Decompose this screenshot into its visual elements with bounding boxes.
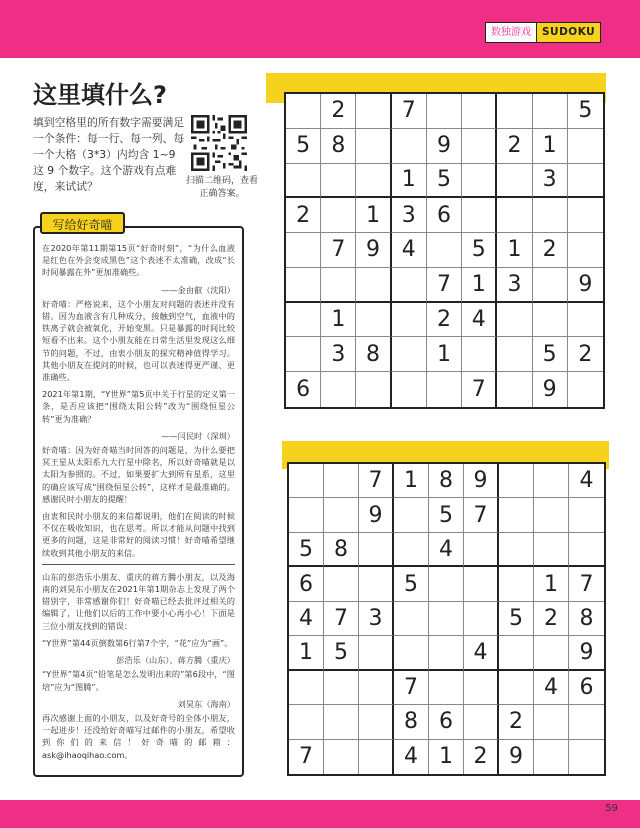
sudoku-cell[interactable] (499, 498, 534, 532)
sudoku-cell[interactable]: 7 (321, 233, 356, 268)
sudoku-cell[interactable] (533, 268, 568, 303)
footer-band (0, 800, 640, 828)
sudoku-cell[interactable] (356, 372, 391, 407)
sudoku-cell[interactable] (356, 94, 391, 129)
sudoku-cell[interactable]: 5 (289, 533, 324, 567)
sudoku-cell[interactable] (427, 372, 462, 407)
sudoku-cell[interactable]: 8 (569, 602, 604, 636)
sudoku-cell[interactable] (497, 372, 532, 407)
letter-box (33, 226, 244, 777)
sudoku-cell[interactable]: 7 (289, 740, 324, 774)
sudoku-cell[interactable]: 2 (534, 602, 569, 636)
sudoku-cell[interactable]: 4 (464, 636, 499, 670)
sudoku-cell[interactable] (497, 303, 532, 338)
sudoku-cell[interactable] (289, 705, 324, 739)
sudoku-cell[interactable] (286, 233, 321, 268)
sudoku-cell[interactable]: 6 (569, 671, 604, 705)
sudoku-cell[interactable] (429, 636, 464, 670)
letter-paragraph: 好奇喵：因为好奇喵当时回答的问题是，为什么要把冥王星从太阳系九大行星中除名，所以好奇喵就是以太阳为参照的。不过，如果要扩大到所有星系，这里的确应该写成“围绕恒星公转”，这样才是最准确的。感谢民时小朋友的提醒！ (42, 445, 235, 504)
sudoku-cell[interactable]: 6 (427, 198, 462, 233)
sudoku-cell[interactable] (499, 464, 534, 498)
sudoku-cell[interactable] (499, 636, 534, 670)
section-badge (485, 22, 601, 43)
letter-paragraph: 再次感谢上面的小朋友，以及好奇号的全体小朋友，一起进步！还没给好奇喵写过邮件的小朋友，希望收到你们的来信！好奇喵的邮箱：ask@ihaoqihao.com。 (42, 712, 235, 760)
sudoku-cell[interactable]: 4 (394, 740, 429, 774)
sudoku-cell[interactable]: 9 (533, 372, 568, 407)
sudoku-cell[interactable] (392, 268, 427, 303)
letter-paragraph: “Y世界”第4页“铅笔是怎么发明出来的”第6段中，“图培”应为“图腾”。 (42, 669, 235, 692)
qr-caption: 扫描二维码，查看正确答案。 (185, 176, 258, 199)
sudoku-cell[interactable] (534, 498, 569, 532)
sudoku-cell[interactable] (286, 268, 321, 303)
sudoku-cell[interactable]: 5 (462, 233, 497, 268)
sudoku-cell[interactable] (324, 740, 359, 774)
sudoku-cell[interactable] (359, 705, 394, 739)
sudoku-cell[interactable] (499, 671, 534, 705)
sudoku-cell[interactable]: 2 (568, 337, 603, 372)
header-strip (0, 54, 640, 58)
sudoku-cell[interactable]: 7 (464, 498, 499, 532)
sudoku-cell[interactable]: 5 (533, 337, 568, 372)
qr-code-icon (191, 115, 247, 171)
sudoku-cell[interactable] (324, 705, 359, 739)
sudoku-cell[interactable] (286, 164, 321, 199)
sudoku-cell[interactable] (533, 303, 568, 338)
sudoku-cell[interactable] (289, 671, 324, 705)
sudoku-cell[interactable]: 4 (569, 464, 604, 498)
letter-divider (42, 564, 235, 565)
sudoku-cell[interactable] (427, 233, 462, 268)
sudoku-cell[interactable] (462, 94, 497, 129)
sudoku-cell[interactable] (569, 498, 604, 532)
sudoku-cell[interactable]: 8 (324, 533, 359, 567)
sudoku-cell[interactable]: 6 (429, 705, 464, 739)
sudoku-cell[interactable] (464, 705, 499, 739)
sudoku-cell[interactable] (569, 740, 604, 774)
sudoku-cell[interactable] (359, 567, 394, 601)
sudoku-cell[interactable]: 5 (324, 636, 359, 670)
sudoku-cell[interactable] (429, 602, 464, 636)
intro-text: 填到空格里的所有数字需要满足一个条件：每一行、每一列、每一个大格（3*3）内均含 1~9 这 9 个数字。这个游戏有点难度，来试试？ (33, 116, 185, 193)
sudoku-cell[interactable] (499, 567, 534, 601)
sudoku-cell[interactable] (289, 464, 324, 498)
sudoku-cell[interactable]: 3 (533, 164, 568, 199)
sudoku-cell[interactable] (497, 198, 532, 233)
sudoku-cell[interactable] (392, 337, 427, 372)
sudoku-cell[interactable]: 9 (569, 636, 604, 670)
sudoku-cell[interactable] (359, 533, 394, 567)
sudoku-cell[interactable] (568, 233, 603, 268)
sudoku-cell[interactable] (534, 464, 569, 498)
page-number: 59 (605, 803, 618, 814)
sudoku-cell[interactable] (534, 740, 569, 774)
sudoku-cell[interactable] (569, 533, 604, 567)
letter-signature: ——金由叡（沈阳） (161, 284, 235, 295)
sudoku-cell[interactable]: 6 (286, 372, 321, 407)
sudoku-cell[interactable] (286, 337, 321, 372)
sudoku-cell[interactable] (497, 164, 532, 199)
letter-paragraph: “Y世界”第44页倒数第6行第7个字，“花”应为“画”。 (42, 637, 233, 648)
sudoku-cell[interactable] (462, 129, 497, 164)
sudoku-cell[interactable]: 2 (499, 705, 534, 739)
sudoku-cell[interactable]: 1 (429, 740, 464, 774)
sudoku-cell[interactable]: 5 (427, 164, 462, 199)
sudoku-cell[interactable] (568, 164, 603, 199)
sudoku-cell[interactable]: 7 (394, 671, 429, 705)
sudoku-cell[interactable] (359, 671, 394, 705)
letter-paragraph: 好奇喵：严格说来，这个小朋友对问题的表述并没有错。因为血液含有几种成分，接触到空气，血液中的铁离子就会被氧化，开始变黑。只是暴露的时间比较短看不出来。这个小朋友能在日常生活里发现这么细节的问题，不过，由衷小朋友的探究精神值得学习。其他小朋友在提问的时候，也可以表述得更严谨、更准确些。 (42, 298, 235, 383)
sudoku-cell[interactable] (534, 533, 569, 567)
sudoku-cell[interactable]: 4 (462, 303, 497, 338)
sudoku-cell[interactable] (321, 372, 356, 407)
sudoku-cell[interactable]: 6 (289, 567, 324, 601)
sudoku-cell[interactable]: 9 (568, 268, 603, 303)
sudoku-cell[interactable]: 9 (464, 464, 499, 498)
sudoku-cell[interactable]: 1 (394, 464, 429, 498)
sudoku-cell[interactable]: 1 (427, 337, 462, 372)
sudoku-cell[interactable] (324, 498, 359, 532)
section-badge-en: SUDOKU (536, 23, 600, 42)
sudoku-cell[interactable]: 2 (497, 129, 532, 164)
sudoku-cell[interactable] (569, 705, 604, 739)
sudoku-cell[interactable] (568, 372, 603, 407)
sudoku-cell[interactable] (394, 636, 429, 670)
sudoku-cell[interactable]: 2 (427, 303, 462, 338)
letter-paragraph: 由衷和民时小朋友的来信都说明，他们在阅读的时候不仅在吸收知识，也在思考。所以才能从问题中找到更多的问题，这是非常好的阅读习惯！好奇喵希望继续收到其他小朋友的来信。 (42, 511, 235, 558)
sudoku-cell[interactable] (356, 303, 391, 338)
sudoku-cell[interactable] (359, 636, 394, 670)
sudoku-cell[interactable]: 9 (356, 233, 391, 268)
sudoku-cell[interactable]: 4 (289, 602, 324, 636)
sudoku-cell[interactable]: 1 (462, 268, 497, 303)
sudoku-cell[interactable]: 7 (324, 602, 359, 636)
sudoku-cell[interactable]: 8 (356, 337, 391, 372)
sudoku-cell[interactable] (499, 533, 534, 567)
sudoku-cell[interactable] (394, 533, 429, 567)
sudoku-cell[interactable] (392, 372, 427, 407)
sudoku-cell[interactable]: 3 (497, 268, 532, 303)
sudoku-cell[interactable]: 4 (429, 533, 464, 567)
sudoku-cell[interactable] (464, 602, 499, 636)
sudoku-cell[interactable] (394, 498, 429, 532)
sudoku-cell[interactable] (497, 94, 532, 129)
sudoku-cell[interactable] (533, 94, 568, 129)
sudoku-cell[interactable]: 7 (569, 567, 604, 601)
sudoku-cell[interactable]: 1 (534, 567, 569, 601)
sudoku-cell[interactable]: 5 (568, 94, 603, 129)
sudoku-cell[interactable]: 3 (321, 337, 356, 372)
sudoku-cell[interactable] (568, 303, 603, 338)
sudoku-cell[interactable]: 8 (429, 464, 464, 498)
letter-tab: 写给好奇喵 (40, 212, 125, 234)
sudoku-cell[interactable] (533, 198, 568, 233)
sudoku-cell[interactable]: 7 (392, 94, 427, 129)
sudoku-cell[interactable]: 9 (499, 740, 534, 774)
sudoku-cell[interactable] (289, 498, 324, 532)
sudoku-cell[interactable]: 5 (429, 498, 464, 532)
sudoku-cell[interactable] (356, 129, 391, 164)
sudoku-cell[interactable]: 1 (533, 129, 568, 164)
sudoku-cell[interactable] (359, 740, 394, 774)
sudoku-cell[interactable] (286, 303, 321, 338)
sudoku-cell[interactable]: 3 (359, 602, 394, 636)
sudoku-cell[interactable] (394, 602, 429, 636)
sudoku-cell[interactable] (429, 671, 464, 705)
sudoku-cell[interactable] (464, 533, 499, 567)
page-title: 这里填什么? (33, 81, 167, 109)
sudoku-cell[interactable]: 9 (359, 498, 394, 532)
sudoku-cell[interactable] (324, 567, 359, 601)
sudoku-cell[interactable]: 1 (289, 636, 324, 670)
sudoku-cell[interactable] (462, 164, 497, 199)
sudoku-cell[interactable]: 7 (359, 464, 394, 498)
sudoku-grid-1 (284, 92, 605, 409)
letter-paragraph: 在2020年第11期第15页“好奇时刻”，“为什么血液是红色在外会变成黑色”这个表述不太准确，改成“长时间暴露在外”更加准确些。 (42, 243, 235, 278)
sudoku-cell[interactable] (464, 671, 499, 705)
sudoku-cell[interactable]: 4 (534, 671, 569, 705)
sudoku-cell[interactable] (324, 671, 359, 705)
sudoku-cell[interactable]: 7 (427, 268, 462, 303)
sudoku-cell[interactable] (286, 94, 321, 129)
sudoku-cell[interactable]: 1 (392, 164, 427, 199)
sudoku-cell[interactable] (324, 464, 359, 498)
sudoku-cell[interactable] (321, 268, 356, 303)
sudoku-grid-2 (287, 462, 606, 776)
sudoku-cell[interactable] (356, 268, 391, 303)
sudoku-cell[interactable]: 8 (394, 705, 429, 739)
sudoku-cell[interactable] (429, 567, 464, 601)
sudoku-cell[interactable]: 7 (462, 372, 497, 407)
sudoku-cell[interactable]: 4 (392, 233, 427, 268)
sudoku-cell[interactable]: 3 (392, 198, 427, 233)
letter-paragraph: 2021年第1期，“Y世界”第5页中关于行星的定义第一条，是否应该把“围绕太阳公转”改为“围绕恒星公转”更为准确？ (42, 389, 235, 424)
sudoku-cell[interactable] (568, 198, 603, 233)
sudoku-cell[interactable] (427, 94, 462, 129)
sudoku-cell[interactable] (321, 198, 356, 233)
sudoku-cell[interactable]: 2 (464, 740, 499, 774)
sudoku-cell[interactable]: 1 (497, 233, 532, 268)
sudoku-cell[interactable]: 5 (286, 129, 321, 164)
section-badge-cn: 数独游戏 (486, 23, 536, 42)
sudoku-cell[interactable] (392, 129, 427, 164)
sudoku-cell[interactable]: 2 (286, 198, 321, 233)
letter-signature: ——闫民时（深圳） (161, 430, 235, 441)
sudoku-cell[interactable]: 5 (499, 602, 534, 636)
sudoku-cell[interactable] (534, 705, 569, 739)
sudoku-cell[interactable] (356, 164, 391, 199)
letter-signature: 彭浩乐（山东）、蒋方腾（重庆） (116, 655, 235, 666)
sudoku-cell[interactable] (321, 164, 356, 199)
sudoku-cell[interactable] (462, 198, 497, 233)
sudoku-cell[interactable] (568, 129, 603, 164)
sudoku-cell[interactable] (392, 303, 427, 338)
letter-paragraph: 山东的彭浩乐小朋友、重庆的蒋方腾小朋友，以及海南的刘昊东小朋友在2021年第1期杂志上发现了两个错别字，非常感谢你们！好奇喵已经去批评过相关的编辑了，让他们以后的工作中要小心再小心！下面是三位小朋友找到的错误： (42, 571, 235, 631)
letter-signature: 刘昊东（海南） (177, 698, 235, 709)
sudoku-cell[interactable]: 2 (533, 233, 568, 268)
sudoku-cell[interactable] (497, 337, 532, 372)
sudoku-cell[interactable]: 9 (427, 129, 462, 164)
sudoku-cell[interactable] (534, 636, 569, 670)
sudoku-cell[interactable]: 2 (321, 94, 356, 129)
sudoku-cell[interactable] (464, 567, 499, 601)
sudoku-cell[interactable]: 1 (321, 303, 356, 338)
sudoku-cell[interactable] (462, 337, 497, 372)
sudoku-cell[interactable]: 8 (321, 129, 356, 164)
sudoku-cell[interactable]: 1 (356, 198, 391, 233)
sudoku-cell[interactable]: 5 (394, 567, 429, 601)
